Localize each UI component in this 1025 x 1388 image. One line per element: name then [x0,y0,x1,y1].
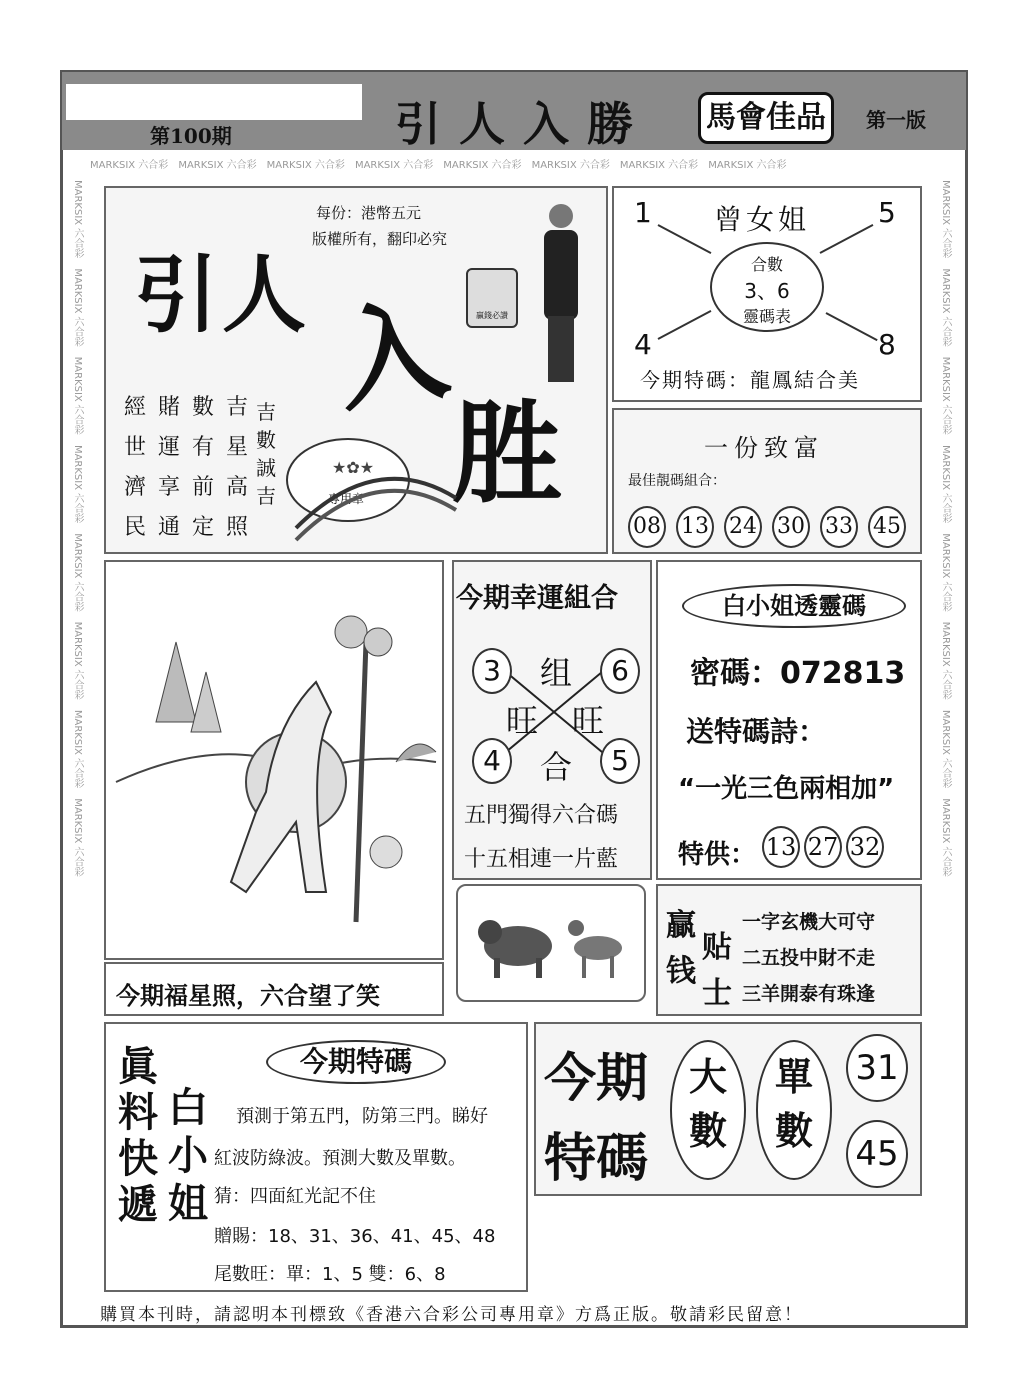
combo-title: 一份致富 [704,434,824,462]
zhenliao-p2: 紅波防綠波。預測大數及單數。 [214,1148,466,1169]
tema-title-2: 特碼 [544,1129,649,1189]
number-ball: 27 [804,826,842,868]
zhenliao-p3: 猜：四面紅光記不住 [214,1186,376,1207]
person-figure-icon [526,198,596,388]
fortune-text: 今期福星照，六合望了笑 [116,982,380,1010]
lucky-char-left: 旺 [506,702,539,740]
watermark-strip-left: MARKSIX 六合彩 MARKSIX 六合彩 MARKSIX 六合彩 MARKSIX 六合彩 MARKSIX 六合彩 MARKSIX 六合彩 MARKSIX 六合彩 MARKSIX 六合彩 [72,180,83,877]
zhenliao-left: 眞料快遞 [118,1044,158,1228]
lucky-char-right: 旺 [572,702,605,740]
white-secret: 密碼：072813 [690,656,906,691]
watermark-strip-right: MARKSIX 六合彩 MARKSIX 六合彩 MARKSIX 六合彩 MARKSIX 六合彩 MARKSIX 六合彩 MARKSIX 六合彩 MARKSIX 六合彩 MARKSIX 六合彩 [940,180,951,877]
issue-number: 第100期 [150,124,232,148]
tema-num-31: 31 [846,1034,908,1102]
edition-label: 第一版 [866,108,926,132]
white-panel [656,560,922,880]
poem-block: 經賭數吉 世運有星 濟享前高 民通定照 [124,395,261,540]
wave-decoration-icon [286,428,466,548]
lucky-num-4: 4 [472,738,512,784]
white-title: 白小姐透靈碼 [682,584,906,628]
intro-title-ru: 入 [328,284,456,427]
number-ball: 24 [724,506,762,548]
number-ball: 13 [762,826,800,868]
zhenliao-p1: 預測于第五門，防第三門。睇好 [236,1106,488,1127]
combo-panel [612,408,922,554]
number-ball: 32 [846,826,884,868]
zhenliao-p5: 尾數旺：單：1、5 雙：6、8 [214,1264,446,1285]
white-poem: “一光三色兩相加” [678,774,895,804]
lucky-char-top: 组 [540,654,573,692]
zhenliao-p4: 贈賜：18、31、36、41、45、48 [214,1226,496,1247]
tips-mid-1: 贴 [702,930,732,965]
corner-num-1: 1 [634,196,652,229]
numbers-name: 曾女姐 [714,203,811,236]
numbers-special: 今期特碼：龍鳳結合美 [640,368,860,392]
illustration-panel [104,560,444,960]
tiger-deer-icon [458,886,644,1000]
zhenliao-panel [104,1022,528,1292]
number-ball: 08 [628,506,666,548]
tema-title-1: 今期 [544,1049,649,1109]
center-oval: 合數 3、6 靈碼表 [710,242,824,332]
tips-panel [656,884,922,1016]
lucky-num-6: 6 [600,648,640,694]
lucky-num-5: 5 [600,738,640,784]
corner-num-8: 8 [878,328,896,361]
tema-panel [534,1022,922,1196]
zhenliao-mid: 白小姐 [168,1085,208,1227]
side-words: 吉數誠吉 [256,400,276,508]
arrow-icon [826,312,878,341]
corner-num-5: 5 [878,196,896,229]
arrow-icon [820,224,874,254]
brand-seal-icon: 贏錢必讚 [466,268,518,328]
lucky-panel [452,560,652,880]
white-poem-title: 送特碼詩： [686,715,827,748]
white-special-label: 特供： [678,840,757,870]
number-ball: 33 [820,506,858,548]
number-ball: 30 [772,506,810,548]
combo-label: 最佳靚碼組合： [628,473,726,489]
price-line: 每份：港幣五元 [316,204,422,222]
seal-stamp-icon: 專用章 ★✿★ [286,438,410,522]
lucky-num-3: 3 [472,648,512,694]
tips-lines: 一字玄機大可守 二五投中財不走 三羊開泰有珠逢 [742,911,876,1005]
fortune-panel [104,962,444,1016]
tips-mid-2: 士 [702,976,732,1011]
animal-panel [456,884,646,1002]
brand-badge: 馬會佳品 [698,92,834,144]
intro-panel [104,186,608,554]
tema-single: 單數 [756,1040,832,1180]
number-ball: 45 [868,506,906,548]
white-special-nums [762,826,884,868]
intro-title-sheng: 胜 [452,390,562,518]
lucky-line-2: 十五相連一片藍 [464,847,619,872]
tema-num-45: 45 [846,1120,908,1188]
tips-left-1: 贏 [666,908,696,943]
corner-num-4: 4 [634,328,652,361]
footer-notice: 購買本刊時，請認明本刊標致《香港六合彩公司專用章》方爲正版。敬請彩民留意！ [100,1305,803,1325]
deer-illustration-icon [106,562,442,958]
tips-left-2: 钱 [666,954,696,989]
arrow-icon [658,224,712,254]
copyright-line: 版權所有，翻印必究 [312,230,448,248]
page-title: 引人入勝 [395,97,651,151]
tema-big: 大數 [670,1040,746,1180]
arrow-icon [658,310,712,340]
watermark-strip-top: MARKSIX 六合彩 MARKSIX 六合彩 MARKSIX 六合彩 MARKSIX 六合彩 MARKSIX 六合彩 MARKSIX 六合彩 MARKSIX 六合彩 MARKSIX 六合彩 [90,160,787,171]
zhenliao-title: 今期特碼 [266,1040,446,1084]
intro-title-1: 引人 [134,246,311,344]
issue-box [66,84,362,120]
lucky-line-1: 五門獨得六合碼 [464,803,619,828]
numbers-panel [612,186,922,402]
combo-numbers [628,506,906,548]
number-ball: 13 [676,506,714,548]
lucky-char-bottom: 合 [540,748,573,786]
lucky-title: 今期幸運組合 [456,583,618,614]
